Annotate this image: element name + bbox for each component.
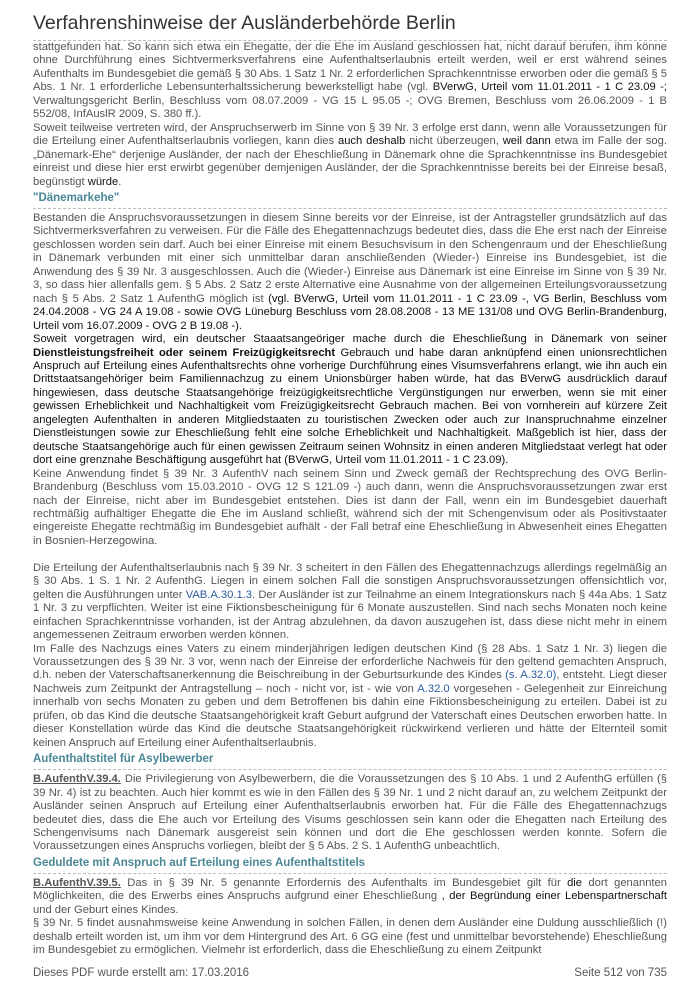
text: nicht überzeugen, [405,135,503,148]
section-divider [33,873,667,874]
section-reference: B.AufenthV.39.4. [33,773,121,786]
text: Soweit teilweise vertreten wird, der Anspruchserwerb im Sinne von § 39 Nr. 3 erfolge erst dann, wenn alle Voraussetzungen für die Erteilung einer Aufenthaltserlaubnis vorliegen, kann dies [33,121,667,148]
creation-date: Dieses PDF wurde erstellt am: 17.03.2016 [33,967,250,979]
section-title: Aufenthaltstitel für Asylbewerber [33,753,214,766]
text: die [567,876,583,889]
paragraph [33,773,667,854]
reference-link[interactable]: VAB.A.30.1.3 [185,588,253,601]
emphasis: Dienstleistungsfreiheit oder seinem Freizügigkeitsrecht [33,346,336,359]
reference-link[interactable]: (s. A.32.0) [505,669,557,682]
paragraph [33,41,667,122]
text: Verwaltungsgericht Berlin, Beschluss vom 08.07.2009 - VG 15 L 95.05 -; OVG Bremen, Beschluss vom 26.06.2009 - 1 B 552/08, InfAuslR 2009, S. 380 ff.). [33,94,667,121]
text: dort genannten Möglichkeiten, die des Erwerbs eines Anspruchs aufgrund einer Eheschließung [33,876,667,903]
page-number: Seite 512 von 735 [574,967,667,979]
text: . Der Ausländer ist zur Teilnahme an einem Integrationskurs nach § 44a Abs. 1 Satz 1 Nr. 3 zu verpflichten. Weiter ist eine Fiktionsbescheinigung für 6 Monate auszustellen. Sind nach sechs Monaten noch keine einfachen Sprachkenntnisse vorhanden, ist der Antrag abzulehnen, da davon auszugehen ist, dass diese nicht mehr in einem angemessenen Zeitraum erworben werden können. [33,588,667,642]
text: Die Erteilung der Aufenthaltserlaubnis nach § 39 Nr. 3 scheitert in den Fällen des Ehegattennachzugs allerdings regelmäßig an § 30 Abs. 1 S. 1 Nr. 2 AufenthG. Liegen in einem solchen Fall die sonstigen Anspruchsvoraussetzungen offensichtlich vor, gelten die Ausführungen unter [33,561,667,601]
paragraph [33,877,667,917]
text: weil dann [502,135,551,148]
page-header [33,10,667,41]
text: § 39 Nr. 5 findet ausnahmsweise keine Anwendung in solchen Fällen, in denen dem Ausländer eine Duldung ausschließlich (!) deshalb erteilt worden ist, um ihm vor dem Hintergrund des Art. 6 GG eine (fest und unmittelbar bevorstehende) Eheschließung im Bundesgebiet zu ermöglichen. Vielmehr ist erforderlich, dass die Eheschließung zu einem Zeitpunkt [33,917,667,957]
paragraph [33,333,667,468]
text: , der Begründung einer Lebenspartnerschaft [441,890,667,903]
text: Im Falle des Nachzugs eines Vaters zu einem minderjährigen ledigen deutschen Kind (§ 28 Abs. 1 Satz 1 Nr. 3) liegen die Voraussetzungen des § 39 Nr. 3 vor, wenn nach der Einreise der erforderliche Nachweis für den geltend gemachten Anspruch, d.h. neben der Vaterschaftsanerkennung die Beischreibung in der Geburtsurkunde des Kindes [33,642,667,682]
text: Keine Anwendung findet § 39 Nr. 3 AufenthV nach seinem Sinn und Zweck gemäß der Rechtsprechung des OVG Berlin-Brandenburg (Beschluss vom 15.03.2010 - OVG 12 S 121.09 -) auch dann, wenn die Anspruchsvoraussetzungen zwar erst nach der Einreise, nicht aber im Bundesgebiet entstehen. Dies ist dann der Fall, wenn ein im Bundesgebiet dauerhaft rechtmäßig aufhältiger Ehegatte die Ehe im Ausland schließt, während sich der mit Schengenvisum oder als Positivstaater eingereiste Ehegatte rechtmäßig im Bundesgebiet aufhält - der Fall betraf eine Eheschließung in Abwesenheit eines Ehegatten in Bosnien-Herzegowina. [33,467,667,547]
citation: (vgl. BVerwG, Urteil vom 11.01.2011 - 1 C 23.09 -, VG Berlin, Beschluss vom 24.04.2008 - VG 24 A 19.08 - sowie OVG Lüneburg Beschluss vom 28.08.2008 - 13 ME 131/08 und OVG Berlin-Brandenburg, Urteil vom 16.07.2009 - OVG 2 B 19.08 -). [33,292,667,332]
text: Das in § 39 Nr. 5 genannte Erfordernis des Aufenthalts im Bundesgebiet gilt für [120,876,568,889]
text: Die Privilegierung von Asylbewerbern, die die Voraussetzungen des § 10 Abs. 1 und 2 AufenthG erfüllen (§ 39 Nr. 4) ist zu beachten. Auch hier kommt es wie in den Fällen des § 39 Nr. 1 und 2 nicht darauf an, zu welchem Zeitpunkt der Ausländer seinen Anspruch auf Erteilung einer Aufenthaltserlaubnis erworben hat. Für die Fälle des Ehegattennachzugs bedeutet dies, dass die Ehe auch vor Erteilung des Visums geschlossen sein kann oder die Ehegatten nach Erteilung des Schengenvisums nach Dänemark ausgereist sein können und dort die Ehe geschlossen werden konnte. Sofern die Voraussetzungen eines Anspruchs vorliegen, bleibt der § 5 Abs. 2 S. 1 AufenthG unbeachtlich. [33,773,667,853]
text: vorgesehen - Gelegenheit zur Einreichung innerhalb von sechs Monaten zu geben und dem Betroffenen bis dahin eine Fiktionsbescheinigung zu erteilen. Dabei ist zu prüfen, ob das Kind die deutsche Staatsangehörigkeit kraft Geburt aufgrund der Vaterschaft eines Deutschen erworben hatte. In dieser Konstellation würde das Kind die deutsche Staatsangehörigkeit rückwirkend verlieren und hätte der Elternteil somit keinen Anspruch auf Erteilung einer Aufenthaltserlaubnis. [33,682,667,749]
paragraph [33,917,667,957]
section-heading-daenemarkehe [33,192,667,209]
text: Gebrauch und habe daran anknüpfend einen unionsrechtlichen Anspruch auf Erteilung eines Aufenthaltsrechts ohne vorherige Durchführung eines Visumsverfahrens erlangt, wie ihn auch ein Drittstaatsangehöriger beim Familiennachzug zu einem Unionsbürger haben würde, hat das BVerwG ausdrücklich darauf hingewiesen, dass deutsche Staatsangehörige freizügigkeitsrechtliche Vergünstigungen nur erwerben, wenn sie mit einer gewissen Erheblichkeit und Nachhaltigkeit vom Freizügigkeitsrecht Gebrauch machen. Bei von vornherein auf kürzere Zeit angelegten Aufenthalten in anderen Mitgliedstaaten zu touristischen Zwecken oder auch zur Inanspruchnahme einzelner Dienstleistungen sowie zur Eheschließung fehlt eine solche Erheblichkeit und Nachhaltigkeit. Maßgeblich ist hier, dass der deutsche Staatsangehörige auch für einen gewissen Zeitraum seinen Wohnsitz in einen anderen Mitgliedstaat verlegt hat oder dort eine grenznahe Beschäftigung ausgeführt hat (BVerwG, Urteil vom 11.01.2011 - 1 C 23.09). [33,346,667,467]
text: , entsteht. Liegt dieser Nachweis zum Zeitpunkt der Antragstellung – noch - nicht vor, ist - wie von [33,669,667,695]
text: Bestanden die Anspruchsvoraussetzungen in diesem Sinne bereits vor der Einreise, ist der Antragsteller grundsätzlich auf das Sichtvermerksverfahren zu verweisen. Für die Fälle des Ehegattennachzugs bedeutet dies, dass die Ehe erst nach der Einreise geschlossen worden sein darf. Auch bei einer Einreise mit einem Besuchsvisum in den Schengenraum und der Eheschließung in Dänemark verbunden mit einer sich unmittelbar daran anschließenden (Wieder-) Einreise ins Bundesgebiet, ist die Anwendung des § 39 Nr. 3 ausgeschlossen. Auch die (Wieder-) Einreise aus Dänemark ist eine Einreise im Sinne von § 39 Nr. 3, so dass hier allenfalls gem. § 5 Abs. 2 Satz 2 erste Alternative eine Ausnahme von der allgemeinen Erteilungsvoraussetzung nach § 5 Abs. 2 Satz 1 AufenthG möglich ist [33,211,667,305]
text: Soweit vorgetragen wird, ein deutscher Staaatsangeöriger mache durch die Eheschließung in Dänemark von seiner [33,333,667,346]
document-title: Verfahrenshinweise der Ausländerbehörde Berlin [33,12,456,34]
document-body [33,41,667,958]
citation: BVerwG, Urteil vom 11.01.2011 - 1 C 23.09 -; [432,81,668,94]
section-heading-asylbewerber [33,753,667,770]
text: . [118,175,122,188]
section-divider [33,208,667,209]
text: etwa im Falle der sog. „Dänemark-Ehe“ derjenige Ausländer, der nach der Eheschließung in Dänemark ohne die Sprachkenntnisse ins Bundesgebiet einreist und diese hier erst erwirbt gegenüber demjenigen Ausländer, der die Sprachkenntnisse bereits bei der Einreise besaß, begünstigt [33,135,667,188]
text: stattgefunden hat. So kann sich etwa ein Ehegatte, der die Ehe im Ausland geschlossen hat, nicht darauf berufen, ihm könne ohne Durchführung eines Sichtvermerksverfahrens eine Aufenthaltserlaubnis erteilt werden, weil er erst während seines Aufenthalts im Bundesgebiet die gemäß § 30 Abs. 1 Satz 1 Nr. 2 erforderlichen Sprachkenntnisse erworben oder die gemäß § 5 Abs. 1 Nr. 1 erforderliche Lebensunterhaltssicherung bewerkstelligt habe (vgl. [33,41,667,94]
paragraph [33,562,667,643]
text: auch deshalb [337,135,406,148]
section-heading-geduldete [33,857,667,874]
section-divider [33,769,667,770]
paragraph [33,643,667,751]
paragraph [33,122,667,189]
text: und der Geburt eines Kindes. [33,903,179,916]
section-title: Geduldete mit Anspruch auf Erteilung eines Aufenthaltstitels [33,856,366,869]
paragraph [33,212,667,333]
text: würde [87,175,119,188]
reference-link[interactable]: A.32.0 [417,682,450,695]
section-title: "Dänemarkehe" [33,191,120,204]
paragraph [33,468,667,549]
section-reference: B.AufenthV.39.5. [33,876,121,889]
